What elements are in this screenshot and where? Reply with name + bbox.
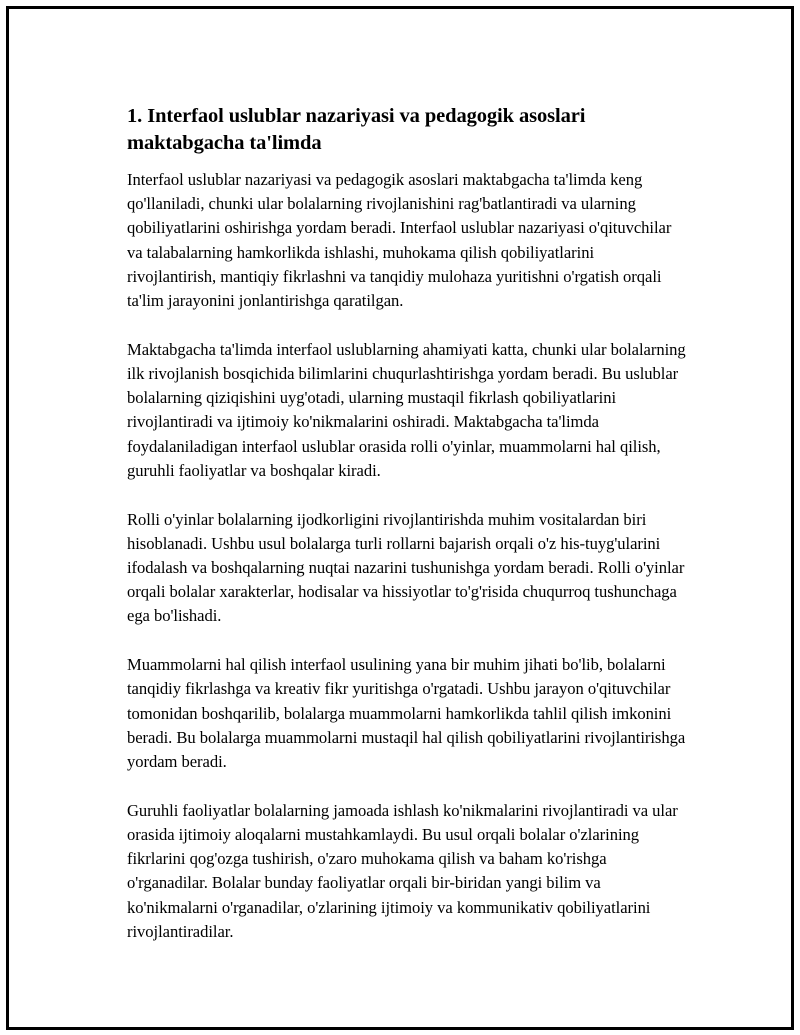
page-frame [6, 6, 794, 1030]
paragraph-4: Muammolarni hal qilish interfaol usulining yana bir muhim jihati bo'lib, bolalarni tanqidiy fikrlashga va kreativ fikr yuritishga o'rgatadi. Ushbu jarayon o'qituvchilar tomonidan boshqarilib, bolalarga muammolarni hamkorlikda tahlil qilish imkonini beradi. Bu bolalarga muammolarni mustaqil hal qilish qobiliyatlarini rivojlantirishga yordam beradi. [127, 655, 686, 772]
paragraph-2: Maktabgacha ta'limda interfaol uslublarning ahamiyati katta, chunki ular bolalarning ilk rivojlanish bosqichida bilimlarini chuqurlashtirishga yordam beradi. Bu uslublar bolalarning qiziqishini uyg'otadi, ularning mustaqil fikrlash qobiliyatlarini rivojlantiradi va ijtimoiy ko'nikmalarini oshiradi. Maktabgacha ta'limda foydalaniladigan interfaol uslublar orasida rolli o'yinlar, muammolarni hal qilish, guruhli faoliyatlar va boshqalar kiradi. [127, 339, 686, 480]
paragraph-1: Interfaol uslublar nazariyasi va pedagogik asoslari maktabgacha ta'limda keng qo'llaniladi, chunki ular bolalarning rivojlanishini rag'batlantiradi va ularning qobiliyatlarini oshirishga yordam beradi. Interfaol uslublar nazariyasi o'qituvchilar va talabalarning hamkorlikda ishlashi, muhokama qilish qobiliyatlarini rivojlantirish, mantiqiy fikrlashni va tanqidiy mulohaza yuritishni o'rgatish orqali ta'lim jarayonini jonlantirishga qaratilgan. [127, 170, 672, 311]
section-heading: 1. Interfaol uslublar nazariyasi va pedagogik asoslari maktabgacha ta'limda [127, 105, 586, 154]
paragraph-3: Rolli o'yinlar bolalarning ijodkorligini rivojlantirishda muhim vositalardan biri hisoblanadi. Ushbu usul bolalarga turli rollarni bajarish orqali o'z his-tuyg'ularini ifodalash va boshqalarning nuqtai nazarini tushunishga yordam beradi. Rolli o'yinlar orqali bolalar xarakterlar, hodisalar va hissiyotlar to'g'risida chuqurroq tushunchaga ega bo'lishadi. [127, 509, 685, 626]
document-body [127, 103, 687, 969]
paragraph-5: Guruhli faoliyatlar bolalarning jamoada ishlash ko'nikmalarini rivojlantiradi va ular orasida ijtimoiy aloqalarni mustahkamlaydi. Bu usul orqali bolalar o'zlarining fikrlarini qog'ozga tushirish, o'zaro muhokama qilish va baham ko'rishga o'rganadilar. Bolalar bunday faoliyatlar orqali bir-biridan yangi bilim va ko'nikmalarni o'rganadilar, o'zlarining ijtimoiy va kommunikativ qobiliyatlarini rivojlantiradilar. [127, 800, 678, 941]
